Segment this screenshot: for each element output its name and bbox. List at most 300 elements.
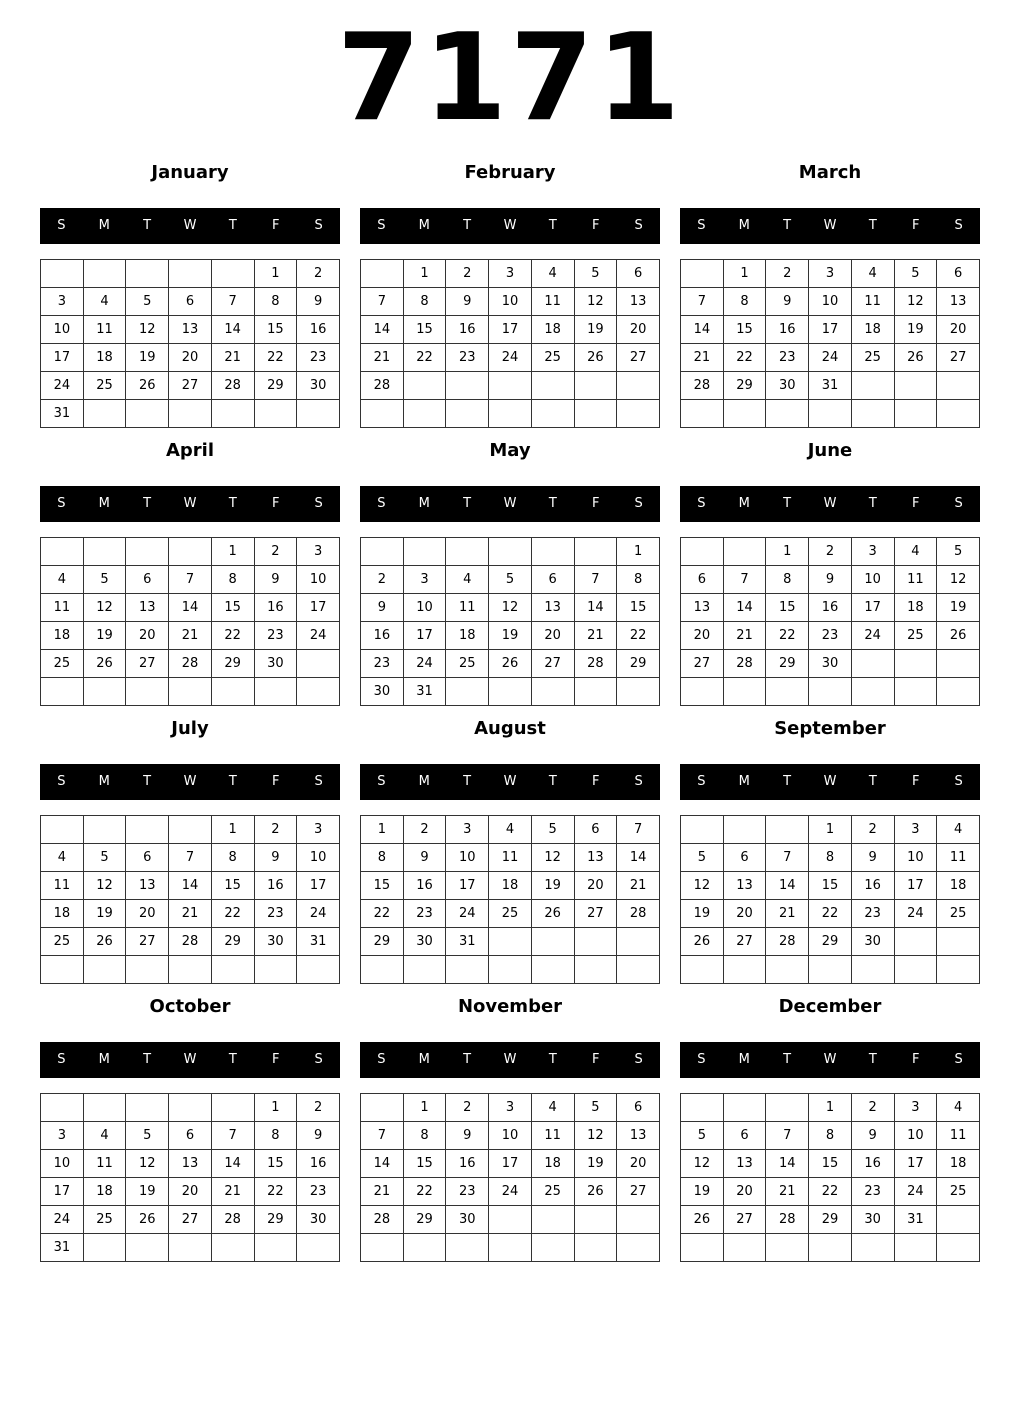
day-cell: 12 xyxy=(574,1122,617,1150)
month-title: July xyxy=(171,718,209,739)
weekday-header xyxy=(680,1042,980,1078)
week-row xyxy=(41,678,340,706)
weekday-label: F xyxy=(591,1052,600,1067)
day-cell: 11 xyxy=(489,844,532,872)
month-title: May xyxy=(489,440,531,461)
day-cell xyxy=(297,678,340,706)
day-cell: 22 xyxy=(809,1178,852,1206)
day-cell: 13 xyxy=(617,288,660,316)
week-row xyxy=(681,650,980,678)
week-row xyxy=(41,1178,340,1206)
day-cell: 25 xyxy=(41,650,84,678)
day-cell: 12 xyxy=(574,288,617,316)
day-cell: 16 xyxy=(851,1150,894,1178)
day-cell: 28 xyxy=(723,650,766,678)
day-cell xyxy=(937,400,980,428)
day-cell: 29 xyxy=(617,650,660,678)
day-cell: 31 xyxy=(403,678,446,706)
month-title: August xyxy=(474,718,546,739)
day-cell: 22 xyxy=(211,900,254,928)
day-cell: 10 xyxy=(41,316,84,344)
day-cell: 18 xyxy=(446,622,489,650)
day-cell xyxy=(894,372,937,400)
day-cell: 15 xyxy=(617,594,660,622)
week-row xyxy=(681,288,980,316)
day-cell: 17 xyxy=(297,872,340,900)
weekday-label: F xyxy=(271,774,280,789)
day-cell: 3 xyxy=(894,1094,937,1122)
week-row xyxy=(361,316,660,344)
day-cell: 12 xyxy=(83,872,126,900)
week-row xyxy=(361,344,660,372)
day-cell: 27 xyxy=(681,650,724,678)
weekday-label: T xyxy=(548,1052,557,1067)
weekday-label: M xyxy=(98,774,110,789)
day-cell: 6 xyxy=(681,566,724,594)
week-row xyxy=(681,316,980,344)
day-cell: 6 xyxy=(723,1122,766,1150)
day-cell: 22 xyxy=(809,900,852,928)
weekday-header xyxy=(40,486,340,522)
day-cell: 15 xyxy=(809,1150,852,1178)
day-cell: 2 xyxy=(809,538,852,566)
day-grid xyxy=(360,1093,660,1262)
day-cell xyxy=(574,1234,617,1262)
day-cell: 19 xyxy=(126,344,169,372)
day-cell xyxy=(126,1234,169,1262)
week-row xyxy=(681,1178,980,1206)
day-cell xyxy=(169,1094,212,1122)
day-cell xyxy=(297,1234,340,1262)
weekday-label: T xyxy=(143,774,152,789)
day-grid xyxy=(360,259,660,428)
day-cell: 11 xyxy=(83,316,126,344)
day-cell: 11 xyxy=(937,1122,980,1150)
week-row xyxy=(361,900,660,928)
weekday-label: S xyxy=(314,774,323,789)
day-cell: 19 xyxy=(574,316,617,344)
day-cell: 11 xyxy=(531,1122,574,1150)
day-cell: 30 xyxy=(851,1206,894,1234)
day-cell: 9 xyxy=(766,288,809,316)
day-cell: 27 xyxy=(126,928,169,956)
day-cell: 1 xyxy=(211,538,254,566)
weekday-label: T xyxy=(228,1052,237,1067)
day-cell xyxy=(83,1094,126,1122)
day-cell xyxy=(681,260,724,288)
day-cell: 29 xyxy=(361,928,404,956)
day-cell xyxy=(766,678,809,706)
day-cell: 29 xyxy=(766,650,809,678)
day-cell xyxy=(361,956,404,984)
day-cell: 21 xyxy=(766,1178,809,1206)
day-cell: 2 xyxy=(297,1094,340,1122)
week-row xyxy=(361,1206,660,1234)
day-cell xyxy=(894,650,937,678)
weekday-label: T xyxy=(143,218,152,233)
day-cell: 21 xyxy=(766,900,809,928)
day-cell xyxy=(446,1234,489,1262)
day-cell: 30 xyxy=(297,372,340,400)
day-cell: 8 xyxy=(723,288,766,316)
day-cell: 2 xyxy=(297,260,340,288)
weekday-label: T xyxy=(548,496,557,511)
day-cell: 2 xyxy=(851,1094,894,1122)
weekday-label: F xyxy=(271,1052,280,1067)
day-cell: 26 xyxy=(937,622,980,650)
week-row xyxy=(681,400,980,428)
day-cell xyxy=(41,956,84,984)
day-cell: 28 xyxy=(766,1206,809,1234)
weekday-label: M xyxy=(98,1052,110,1067)
day-cell: 22 xyxy=(766,622,809,650)
week-row xyxy=(361,372,660,400)
day-cell xyxy=(851,400,894,428)
year-title: 7171 xyxy=(337,9,683,148)
day-cell: 7 xyxy=(169,566,212,594)
day-cell: 24 xyxy=(894,900,937,928)
week-row xyxy=(681,344,980,372)
day-cell: 9 xyxy=(809,566,852,594)
day-cell: 18 xyxy=(83,344,126,372)
day-cell: 26 xyxy=(574,1178,617,1206)
day-cell xyxy=(403,1234,446,1262)
day-grid xyxy=(680,259,980,428)
day-cell xyxy=(766,400,809,428)
day-cell: 25 xyxy=(894,622,937,650)
day-cell: 10 xyxy=(446,844,489,872)
week-row xyxy=(681,956,980,984)
day-cell: 23 xyxy=(297,1178,340,1206)
day-cell xyxy=(211,1094,254,1122)
day-cell: 3 xyxy=(41,1122,84,1150)
day-cell: 16 xyxy=(446,316,489,344)
day-cell: 18 xyxy=(83,1178,126,1206)
weekday-label: S xyxy=(954,496,963,511)
week-row xyxy=(361,650,660,678)
day-cell: 2 xyxy=(851,816,894,844)
day-cell xyxy=(169,1234,212,1262)
day-cell: 30 xyxy=(297,1206,340,1234)
day-cell: 19 xyxy=(489,622,532,650)
week-row xyxy=(41,1206,340,1234)
day-cell: 4 xyxy=(83,1122,126,1150)
day-grid xyxy=(40,259,340,428)
day-cell: 15 xyxy=(723,316,766,344)
weekday-label: W xyxy=(183,774,197,789)
day-cell xyxy=(531,538,574,566)
weekday-label: T xyxy=(228,496,237,511)
day-cell: 7 xyxy=(211,1122,254,1150)
day-cell: 8 xyxy=(617,566,660,594)
weekday-label: S xyxy=(954,1052,963,1067)
weekday-label: T xyxy=(868,496,877,511)
weekday-label: T xyxy=(228,774,237,789)
day-cell xyxy=(211,956,254,984)
day-cell: 16 xyxy=(446,1150,489,1178)
day-cell: 1 xyxy=(723,260,766,288)
day-cell: 3 xyxy=(297,816,340,844)
day-cell: 29 xyxy=(403,1206,446,1234)
day-cell: 2 xyxy=(403,816,446,844)
day-cell: 26 xyxy=(83,928,126,956)
day-cell: 11 xyxy=(937,844,980,872)
day-cell: 24 xyxy=(41,1206,84,1234)
day-cell: 19 xyxy=(126,1178,169,1206)
day-cell: 25 xyxy=(531,344,574,372)
day-cell: 12 xyxy=(489,594,532,622)
weekday-label: S xyxy=(634,218,643,233)
week-row xyxy=(681,1234,980,1262)
day-cell: 2 xyxy=(254,816,297,844)
day-cell: 23 xyxy=(809,622,852,650)
day-cell: 8 xyxy=(809,1122,852,1150)
day-cell: 20 xyxy=(937,316,980,344)
day-cell: 6 xyxy=(617,1094,660,1122)
week-row xyxy=(681,928,980,956)
day-cell: 27 xyxy=(126,650,169,678)
day-cell: 13 xyxy=(531,594,574,622)
day-cell: 17 xyxy=(489,316,532,344)
week-row xyxy=(681,260,980,288)
weekday-label: T xyxy=(463,774,472,789)
day-cell: 27 xyxy=(169,372,212,400)
week-row xyxy=(361,1234,660,1262)
day-cell: 17 xyxy=(41,1178,84,1206)
day-cell xyxy=(937,650,980,678)
day-cell: 23 xyxy=(403,900,446,928)
day-cell xyxy=(723,956,766,984)
weekday-label: T xyxy=(143,1052,152,1067)
day-cell: 21 xyxy=(681,344,724,372)
day-cell xyxy=(531,400,574,428)
day-cell: 3 xyxy=(446,816,489,844)
day-cell: 1 xyxy=(809,816,852,844)
day-cell: 27 xyxy=(531,650,574,678)
day-cell xyxy=(894,1234,937,1262)
day-grid xyxy=(40,537,340,706)
day-cell: 17 xyxy=(446,872,489,900)
week-row xyxy=(361,678,660,706)
day-cell: 31 xyxy=(809,372,852,400)
day-cell: 23 xyxy=(297,344,340,372)
day-cell: 14 xyxy=(361,316,404,344)
day-cell: 23 xyxy=(446,344,489,372)
day-cell: 22 xyxy=(254,344,297,372)
day-cell: 9 xyxy=(851,844,894,872)
day-cell: 31 xyxy=(41,400,84,428)
weekday-label: M xyxy=(98,496,110,511)
week-row xyxy=(681,1094,980,1122)
weekday-header xyxy=(40,764,340,800)
day-cell: 4 xyxy=(531,260,574,288)
week-row xyxy=(41,872,340,900)
month-title: November xyxy=(457,996,563,1017)
day-cell xyxy=(766,816,809,844)
day-cell: 24 xyxy=(489,1178,532,1206)
day-cell: 12 xyxy=(126,1150,169,1178)
day-cell xyxy=(297,400,340,428)
week-row xyxy=(361,1094,660,1122)
day-cell: 7 xyxy=(211,288,254,316)
day-cell: 12 xyxy=(531,844,574,872)
day-cell xyxy=(83,678,126,706)
day-cell: 26 xyxy=(126,1206,169,1234)
weekday-label: M xyxy=(418,218,430,233)
week-row xyxy=(41,372,340,400)
day-cell: 31 xyxy=(446,928,489,956)
day-cell xyxy=(937,956,980,984)
day-cell: 5 xyxy=(681,1122,724,1150)
day-cell xyxy=(126,1094,169,1122)
day-cell xyxy=(297,650,340,678)
day-cell: 8 xyxy=(211,566,254,594)
day-cell: 7 xyxy=(681,288,724,316)
day-cell xyxy=(254,956,297,984)
day-cell: 26 xyxy=(531,900,574,928)
day-cell: 6 xyxy=(126,844,169,872)
weekday-label: M xyxy=(418,1052,430,1067)
weekday-label: M xyxy=(738,218,750,233)
day-cell: 26 xyxy=(681,1206,724,1234)
weekday-label: T xyxy=(783,1052,792,1067)
day-cell xyxy=(254,678,297,706)
day-cell: 28 xyxy=(361,1206,404,1234)
day-cell: 17 xyxy=(894,1150,937,1178)
day-cell: 14 xyxy=(211,316,254,344)
day-cell: 28 xyxy=(766,928,809,956)
day-cell: 11 xyxy=(894,566,937,594)
day-cell xyxy=(126,956,169,984)
day-cell: 15 xyxy=(809,872,852,900)
day-cell: 26 xyxy=(83,650,126,678)
day-cell: 1 xyxy=(809,1094,852,1122)
day-cell xyxy=(617,678,660,706)
day-cell: 15 xyxy=(254,1150,297,1178)
day-cell: 20 xyxy=(723,900,766,928)
day-cell: 12 xyxy=(937,566,980,594)
week-row xyxy=(361,566,660,594)
day-cell: 27 xyxy=(723,1206,766,1234)
day-cell: 8 xyxy=(361,844,404,872)
day-cell xyxy=(41,678,84,706)
day-cell xyxy=(361,260,404,288)
day-cell: 24 xyxy=(851,622,894,650)
day-cell xyxy=(617,928,660,956)
weekday-label: W xyxy=(183,1052,197,1067)
day-cell: 21 xyxy=(169,622,212,650)
day-cell: 6 xyxy=(531,566,574,594)
day-cell: 31 xyxy=(41,1234,84,1262)
day-cell: 29 xyxy=(211,650,254,678)
weekday-header xyxy=(680,764,980,800)
day-cell: 3 xyxy=(297,538,340,566)
day-cell xyxy=(41,1094,84,1122)
day-cell xyxy=(446,400,489,428)
day-cell xyxy=(531,678,574,706)
day-cell: 14 xyxy=(617,844,660,872)
day-cell: 9 xyxy=(851,1122,894,1150)
week-row xyxy=(361,1150,660,1178)
day-cell: 7 xyxy=(574,566,617,594)
day-cell: 18 xyxy=(937,1150,980,1178)
day-cell: 16 xyxy=(254,594,297,622)
day-cell: 19 xyxy=(681,900,724,928)
weekday-label: T xyxy=(868,1052,877,1067)
day-cell xyxy=(809,678,852,706)
day-cell: 28 xyxy=(574,650,617,678)
day-cell xyxy=(723,538,766,566)
weekday-label: F xyxy=(911,774,920,789)
weekday-label: W xyxy=(183,496,197,511)
day-cell: 13 xyxy=(574,844,617,872)
day-cell: 31 xyxy=(894,1206,937,1234)
day-cell: 7 xyxy=(617,816,660,844)
day-cell: 15 xyxy=(403,316,446,344)
day-cell: 4 xyxy=(894,538,937,566)
day-cell: 29 xyxy=(809,928,852,956)
day-cell xyxy=(446,538,489,566)
day-cell: 9 xyxy=(403,844,446,872)
day-cell: 16 xyxy=(254,872,297,900)
week-row xyxy=(361,288,660,316)
day-cell: 15 xyxy=(403,1150,446,1178)
day-cell: 18 xyxy=(489,872,532,900)
day-cell xyxy=(681,1234,724,1262)
day-cell: 29 xyxy=(211,928,254,956)
day-cell: 2 xyxy=(254,538,297,566)
weekday-label: T xyxy=(463,496,472,511)
day-cell: 19 xyxy=(681,1178,724,1206)
weekday-label: S xyxy=(314,1052,323,1067)
weekday-label: W xyxy=(823,774,837,789)
week-row xyxy=(681,1150,980,1178)
day-cell xyxy=(681,816,724,844)
weekday-label: T xyxy=(548,774,557,789)
day-cell: 17 xyxy=(403,622,446,650)
day-cell: 5 xyxy=(489,566,532,594)
day-cell: 4 xyxy=(937,816,980,844)
weekday-label: S xyxy=(57,1052,66,1067)
weekday-header xyxy=(40,208,340,244)
day-grid xyxy=(40,1093,340,1262)
weekday-label: T xyxy=(783,774,792,789)
day-cell xyxy=(617,372,660,400)
day-cell: 5 xyxy=(83,566,126,594)
day-cell: 21 xyxy=(361,1178,404,1206)
day-cell xyxy=(211,260,254,288)
day-cell xyxy=(531,372,574,400)
day-cell: 3 xyxy=(41,288,84,316)
day-cell: 4 xyxy=(41,566,84,594)
day-cell: 30 xyxy=(809,650,852,678)
day-cell xyxy=(851,678,894,706)
week-row xyxy=(41,844,340,872)
day-cell: 7 xyxy=(361,288,404,316)
day-cell xyxy=(169,956,212,984)
month-title: January xyxy=(151,162,229,183)
day-cell xyxy=(574,678,617,706)
day-cell: 18 xyxy=(531,316,574,344)
day-cell: 10 xyxy=(894,844,937,872)
day-cell: 13 xyxy=(937,288,980,316)
week-row xyxy=(361,844,660,872)
day-cell xyxy=(937,678,980,706)
day-cell: 22 xyxy=(361,900,404,928)
day-cell: 1 xyxy=(254,260,297,288)
day-cell: 20 xyxy=(617,1150,660,1178)
weekday-label: S xyxy=(954,218,963,233)
